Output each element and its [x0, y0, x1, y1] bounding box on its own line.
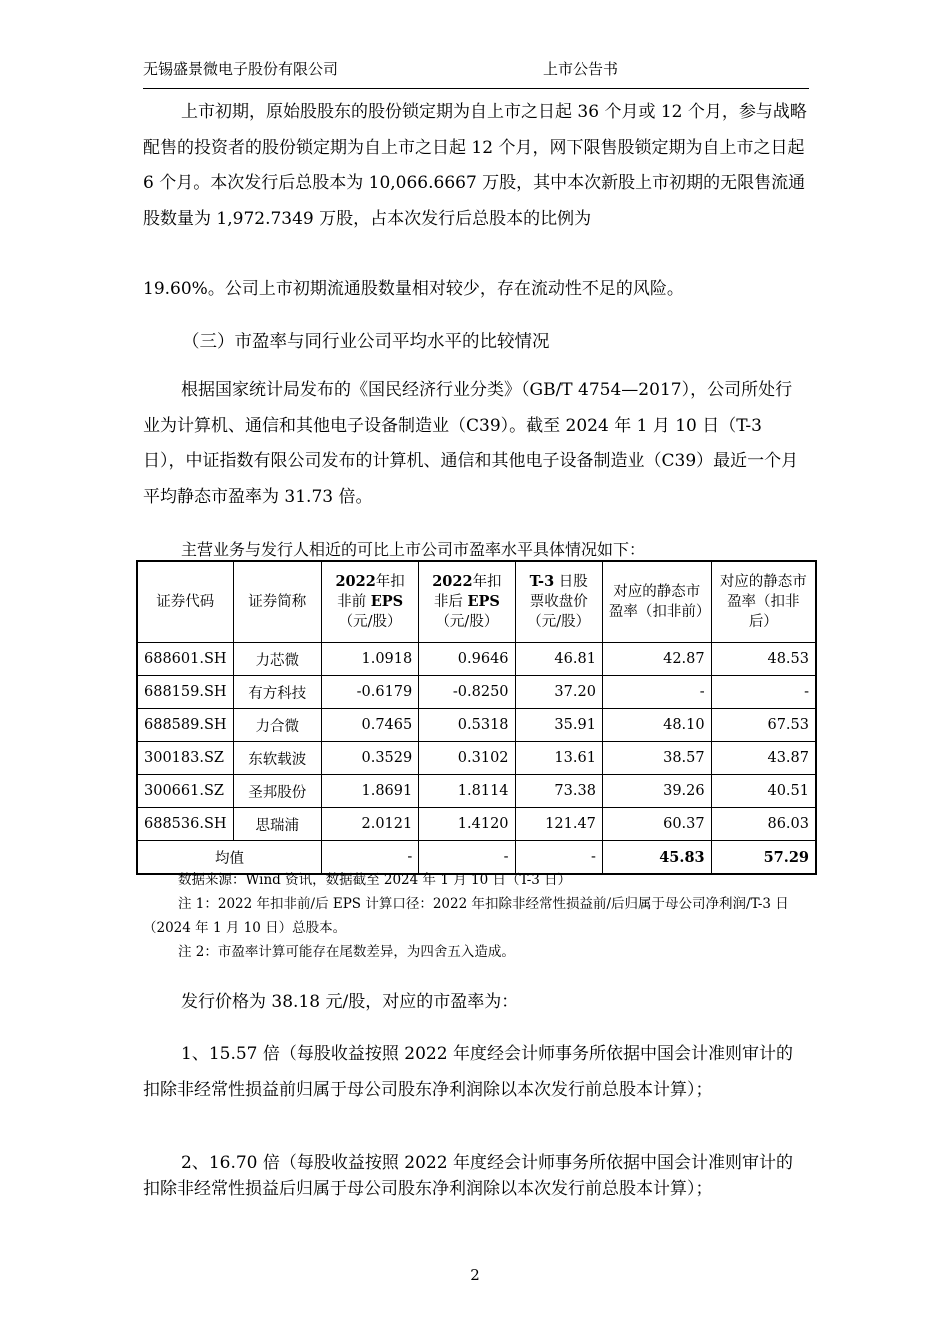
- header-pe-pre: 对应的静态市盈率（扣非前）: [602, 561, 711, 643]
- cell-eps-pre: 0.7465: [321, 709, 418, 742]
- header-name: 证券简称: [233, 561, 321, 643]
- paragraph-lockup: 上市初期，原始股股东的股份锁定期为自上市之日起 36 个月或 12 个月，参与战略配售的投资者的股份锁定期为自上市之日起 12 个月，网下限售股锁定期为自上市之日起 6 个月。本次发行后总股本为 10,066.6667 万股，其中本次新股上市初期的无限售流通股数量为 1,972.7349 万股，占本次发行后总股本的比例为: [143, 102, 807, 229]
- comparable-pe-table: [136, 560, 817, 875]
- table-row: [137, 709, 816, 742]
- cell-eps-post: 1.8114: [419, 775, 515, 808]
- cell-average-label: 均值: [137, 841, 321, 875]
- data-source-note: 数据来源：Wind 资讯，数据截至 2024 年 1 月 10 日（T-3 日）: [178, 872, 572, 888]
- table-row: [137, 775, 816, 808]
- section-heading: （三）市盈率与同行业公司平均水平的比较情况: [182, 332, 550, 352]
- cell-pe-post: 57.29: [711, 841, 816, 875]
- cell-close: 13.61: [515, 742, 602, 775]
- cell-name: 力芯微: [233, 643, 321, 676]
- table-row: [137, 643, 816, 676]
- table-caption: 主营业务与发行人相近的可比上市公司市盈率水平具体情况如下：: [181, 540, 646, 559]
- document-type: 上市公告书: [543, 60, 619, 78]
- page-number: 2: [470, 1266, 480, 1284]
- cell-eps-post: 0.9646: [419, 643, 515, 676]
- cell-pe-post: 43.87: [711, 742, 816, 775]
- header-eps-pre: 2022年扣 非前 EPS （元/股）: [321, 561, 418, 643]
- cell-eps-post: 0.5318: [419, 709, 515, 742]
- cell-eps-pre: -: [321, 841, 418, 875]
- cell-pe-post: 48.53: [711, 643, 816, 676]
- cell-pe-pre: 60.37: [602, 808, 711, 841]
- cell-eps-pre: 1.0918: [321, 643, 418, 676]
- table-header-row: [137, 561, 816, 643]
- footnote-1: 注 1：2022 年扣非前/后 EPS 计算口径：2022 年扣除非经常性损益前/后归属于母公司净利润/T-3 日（2024 年 1 月 10 日）总股本。: [143, 896, 789, 936]
- table-row: [137, 676, 816, 709]
- cell-eps-pre: -0.6179: [321, 676, 418, 709]
- cell-pe-pre: 48.10: [602, 709, 711, 742]
- cell-close: 37.20: [515, 676, 602, 709]
- cell-pe-pre: 42.87: [602, 643, 711, 676]
- cell-close: 35.91: [515, 709, 602, 742]
- page-header: [143, 58, 809, 89]
- table-row: [137, 808, 816, 841]
- cell-eps-post: 0.3102: [419, 742, 515, 775]
- cell-pe-pre: 39.26: [602, 775, 711, 808]
- paragraph-industry: 根据国家统计局发布的《国民经济行业分类》（GB/T 4754—2017），公司所处行业为计算机、通信和其他电子设备制造业（C39）。截至 2024 年 1 月 10 日（T-3 日），中证指数有限公司发布的计算机、通信和其他电子设备制造业（C39）最近一个月平均静态市盈率为 31.73 倍。: [143, 380, 799, 507]
- cell-close: -: [515, 841, 602, 875]
- cell-eps-pre: 2.0121: [321, 808, 418, 841]
- cell-code: 300661.SZ: [137, 775, 233, 808]
- cell-eps-pre: 0.3529: [321, 742, 418, 775]
- cell-eps-post: 1.4120: [419, 808, 515, 841]
- pe-item-2: 2、16.70 倍（每股收益按照 2022 年度经会计师事务所依据中国会计准则审计的扣除非经常性损益后归属于母公司股东净利润除以本次发行前总股本计算）；: [143, 1153, 793, 1199]
- cell-pe-pre: 45.83: [602, 841, 711, 875]
- cell-name: 东软载波: [233, 742, 321, 775]
- cell-name: 力合微: [233, 709, 321, 742]
- cell-name: 有方科技: [233, 676, 321, 709]
- offer-price-paragraph: 发行价格为 38.18 元/股，对应的市盈率为：: [181, 992, 519, 1012]
- header-code: 证券代码: [137, 561, 233, 643]
- company-name: 无锡盛景微电子股份有限公司: [143, 60, 339, 78]
- cell-code: 300183.SZ: [137, 742, 233, 775]
- table-row: [137, 742, 816, 775]
- pe-item-1: 1、15.57 倍（每股收益按照 2022 年度经会计师事务所依据中国会计准则审计的扣除非经常性损益前归属于母公司股东净利润除以本次发行前总股本计算）；: [143, 1044, 793, 1100]
- cell-code: 688601.SH: [137, 643, 233, 676]
- cell-close: 121.47: [515, 808, 602, 841]
- cell-code: 688159.SH: [137, 676, 233, 709]
- cell-name: 圣邦股份: [233, 775, 321, 808]
- cell-code: 688589.SH: [137, 709, 233, 742]
- cell-name: 思瑞浦: [233, 808, 321, 841]
- cell-pe-post: 40.51: [711, 775, 816, 808]
- header-pe-post: 对应的静态市盈率（扣非后）: [711, 561, 816, 643]
- cell-pe-pre: 38.57: [602, 742, 711, 775]
- paragraph-lockup-end: 19.60%。公司上市初期流通股数量相对较少，存在流动性不足的风险。: [143, 279, 684, 299]
- footnote-2: 注 2：市盈率计算可能存在尾数差异，为四舍五入造成。: [178, 944, 515, 960]
- cell-eps-post: -: [419, 841, 515, 875]
- cell-pe-post: 67.53: [711, 709, 816, 742]
- cell-close: 73.38: [515, 775, 602, 808]
- header-eps-post: 2022年扣 非后 EPS （元/股）: [419, 561, 515, 643]
- cell-close: 46.81: [515, 643, 602, 676]
- cell-eps-pre: 1.8691: [321, 775, 418, 808]
- cell-eps-post: -0.8250: [419, 676, 515, 709]
- cell-code: 688536.SH: [137, 808, 233, 841]
- cell-pe-post: -: [711, 676, 816, 709]
- cell-pe-pre: -: [602, 676, 711, 709]
- cell-pe-post: 86.03: [711, 808, 816, 841]
- header-close-price: T-3 日股 票收盘价 （元/股）: [515, 561, 602, 643]
